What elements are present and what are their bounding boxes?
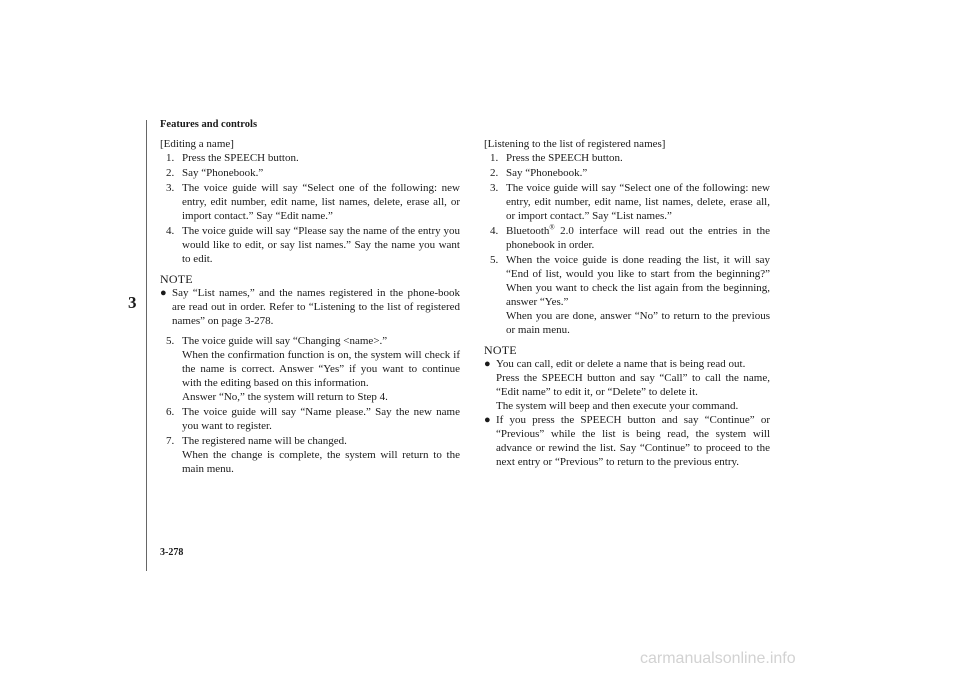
step-text: The voice guide will say “Name please.” Say the new name you want to register. — [182, 406, 460, 432]
bullet-icon: ● — [484, 414, 491, 426]
list-item — [160, 181, 460, 223]
note-continuation: Press the SPEECH button and say “Call” to call the name, “Edit name” to edit it, or “Delete” to delete it. — [496, 372, 770, 398]
step-text: Press the SPEECH button. — [182, 152, 299, 164]
step-continuation: When the confirmation function is on, the system will check if the name is correct. Answer “Yes” if you want to continue with the editing based on this information. — [182, 349, 460, 389]
step-text: The voice guide will say “Changing <name>.” — [182, 335, 388, 347]
note-text: Say “List names,” and the names registered in the phone-book are read out in order. Refer to “Listening to the list of registered names” on page 3-278. — [172, 287, 460, 327]
step-text: Press the SPEECH button. — [506, 152, 623, 164]
right-column — [484, 137, 770, 475]
note-label: NOTE — [160, 272, 193, 286]
note-block — [484, 343, 770, 469]
note-text: You can call, edit or delete a name that is being read out. — [496, 358, 746, 370]
list-item — [160, 166, 460, 180]
page-number: 3-278 — [160, 547, 184, 558]
step-text — [506, 224, 770, 252]
step-text: The voice guide will say “Select one of the following: new entry, edit number, edit name, list names, delete, erase all, or import contact.” Say “List names.” — [506, 182, 770, 222]
watermark: carmanualsonline.info — [640, 650, 796, 667]
list-item — [160, 334, 460, 404]
step-text: The voice guide will say “Select one of the following: new entry, edit number, edit name, list names, delete, erase all, or import contact.” Say “Edit name.” — [182, 182, 460, 222]
step-number: 3. — [166, 182, 175, 194]
step-number: 1. — [490, 152, 499, 164]
chapter-number: 3 — [128, 293, 137, 312]
step-number: 5. — [166, 335, 175, 347]
step-text: When the voice guide is done reading the list, it will say “End of list, would you like to start from the beginning?” When you want to check the list again from the beginning, answer “Yes.” — [506, 254, 770, 308]
list-item — [484, 151, 770, 165]
step-number: 1. — [166, 152, 175, 164]
note-block — [160, 272, 460, 328]
list-item — [160, 224, 460, 266]
bullet-icon: ● — [160, 287, 167, 299]
list-item — [160, 151, 460, 165]
list-item — [160, 434, 460, 476]
list-item — [484, 181, 770, 223]
step-continuation: When you are done, answer “No” to return to the previous or main menu. — [506, 310, 770, 336]
step-continuation: When the change is complete, the system will return to the main menu. — [182, 449, 460, 475]
note-item — [484, 357, 770, 413]
note-text: If you press the SPEECH button and say “Continue” or “Previous” while the list is being read, the system will advance or rewind the list. Say “Continue” to proceed to the next entry or “Previous” to return to the previous entry. — [496, 414, 770, 468]
note-list — [484, 357, 770, 469]
step-number: 7. — [166, 435, 175, 447]
step-number: 3. — [490, 182, 499, 194]
step-text: Say “Phonebook.” — [506, 167, 588, 179]
bullet-icon: ● — [484, 358, 491, 370]
registered-mark: ® — [549, 223, 555, 232]
editing-steps-list — [160, 151, 460, 266]
step-number: 2. — [166, 167, 175, 179]
sidebar-divider — [146, 120, 147, 571]
section-heading-editing-name: [Editing a name] — [160, 138, 234, 150]
step-text: The voice guide will say “Please say the name of the entry you would like to edit, or say list names.” Say the name you want to edit. — [182, 225, 460, 265]
step-number: 6. — [166, 406, 175, 418]
note-continuation: The system will beep and then execute your command. — [496, 400, 739, 412]
step-text: The registered name will be changed. — [182, 435, 347, 447]
list-item — [484, 224, 770, 252]
note-item — [484, 413, 770, 469]
page-header: Features and controls — [160, 119, 258, 130]
list-item — [160, 405, 460, 433]
step-continuation: Answer “No,” the system will return to Step 4. — [182, 391, 388, 403]
note-item — [160, 286, 460, 328]
left-column — [160, 137, 460, 477]
step-text: Say “Phonebook.” — [182, 167, 264, 179]
note-list — [160, 286, 460, 328]
section-heading-listening: [Listening to the list of registered names] — [484, 138, 666, 150]
step-number: 5. — [490, 254, 499, 266]
bluetooth-brand: Bluetooth — [506, 225, 550, 237]
step-text-rest: 2.0 interface will read out the entries in the phonebook in order. — [506, 225, 770, 251]
note-label: NOTE — [484, 343, 517, 357]
listening-steps-list — [484, 151, 770, 337]
step-number: 4. — [166, 225, 175, 237]
list-item — [484, 253, 770, 337]
editing-steps-list-continued — [160, 334, 460, 476]
step-number: 4. — [490, 225, 499, 237]
list-item — [484, 166, 770, 180]
step-number: 2. — [490, 167, 499, 179]
